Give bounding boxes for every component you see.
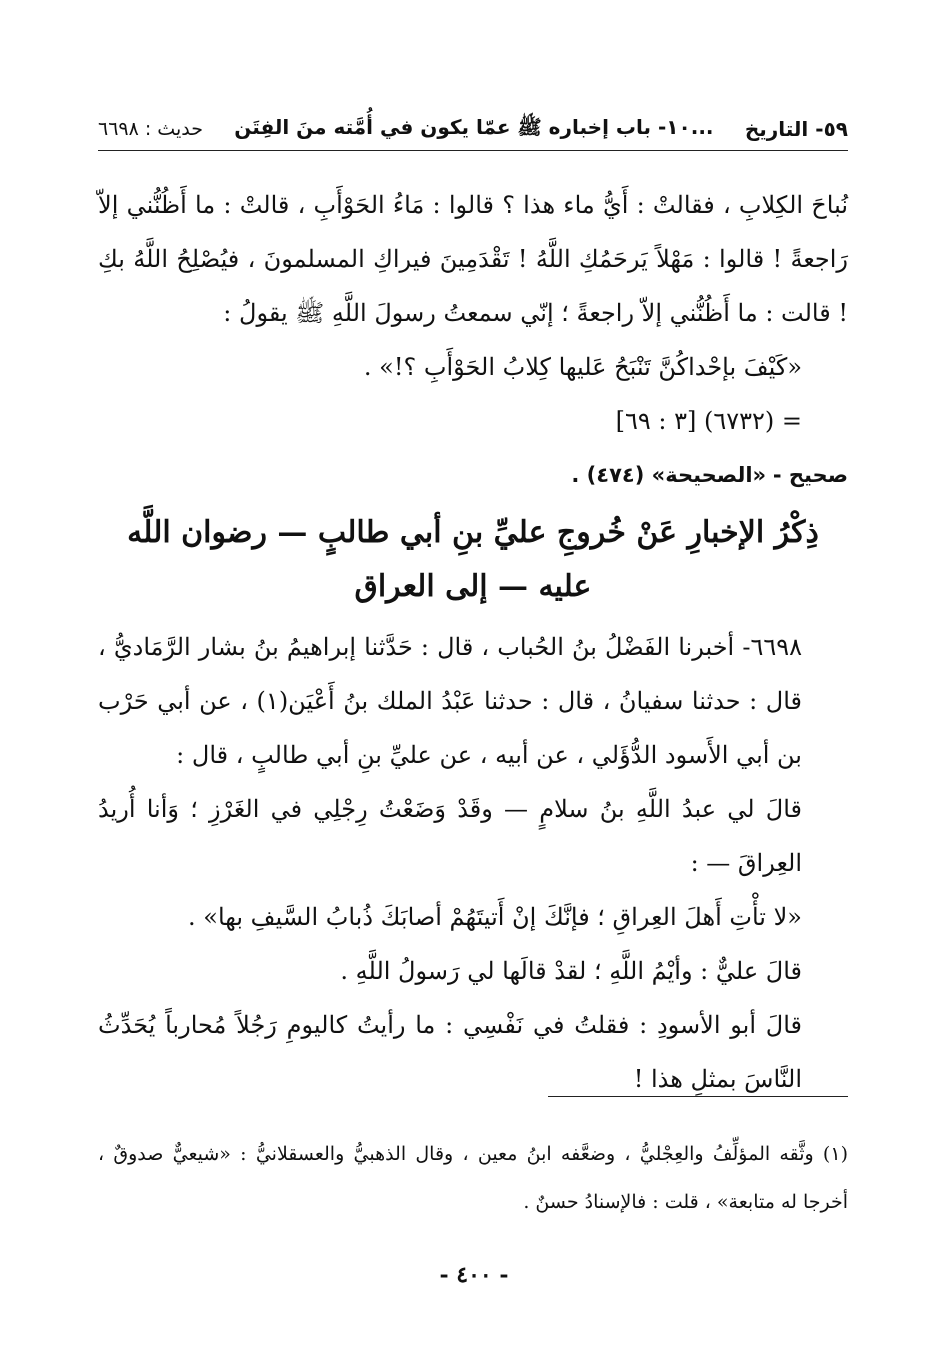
paragraph: نُباحَ الكِلابِ ، فقالتْ : أَيُّ ماء هذا ؟ قالوا : مَاءُ الحَوْأَبِ ، قالتْ : ما أَظُنُّني إلاّ رَاجعةً ! قالوا : مَهْلاً يَرحَمُكِ اللَّهُ ! تَقْدَمِينَ فيراكِ المسلمونَ ، فيُصْلِحُ اللَّهُ بكِ ! قالت : ما أَظُنُّني إلاّ راجعةً ؛ إنّي سمعتُ رسولَ اللَّهِ ﷺ يقولُ : xyxy=(98,191,848,327)
cross-reference: = (٦٧٣٢) [٣ : ٦٩] xyxy=(615,407,802,435)
paragraph: قالَ لي عبدُ اللَّهِ بنُ سلامٍ — وقَدْ وَضَعْتُ رِجْلِي في الغَرْزِ ؛ وَأنا أُريدُ العِراقَ — : xyxy=(98,795,802,877)
book-title: ٥٩- التاريخ xyxy=(744,117,848,141)
authenticity-verdict xyxy=(98,448,848,502)
section-heading: ذِكْرُ الإخبارِ عَنْ خُروجِ عليِّ بنِ أبي طالبٍ — رضوان اللَّه عليه — إلى العراق xyxy=(127,515,819,604)
prophetic-quote: «لا تأْتِ أَهلَ العِراقِ ؛ فإنَّكَ إنْ أَتيتَهُمْ أصابَكَ ذُبابُ السَّيفِ بها» . xyxy=(188,903,802,931)
verdict-source: «الصحيحة» (٤٧٤) . xyxy=(571,463,767,487)
paragraph: قالَ عليٌّ : وأيْمُ اللَّهِ ؛ لقدْ قالَها لي رَسولُ اللَّهِ . xyxy=(340,957,802,985)
hadith-isnad: ٦٦٩٨- أخبرنا الفَضْلُ بنُ الحُباب ، قال : حَدَّثنا إبراهيمُ بنُ بشار الرَّمَاديُّ ، قال : حدثنا سفيانُ ، قال : حدثنا عَبْدُ الملك بنُ أَعْيَن(١) ، عن أبي حَرْب بن أبي الأَسود الدُّؤَلي ، عن أبيه ، عن عليِّ بنِ أبي طالبٍ ، قال : xyxy=(98,633,802,769)
prophetic-quote: «كَيْفَ بإحْداكُنَّ تَنْبَحُ عَليها كِلابُ الحَوْأَبِ ؟!» . xyxy=(363,353,802,381)
page-number: - ٤٠٠ - xyxy=(439,1262,509,1288)
running-header xyxy=(98,112,848,146)
main-text xyxy=(98,178,848,1106)
paragraph: قالَ أبو الأسودِ : فقلتُ في نَفْسِي : ما رأيتُ كاليومِ رَجُلاً مُحارباً يُحَدِّثُ النَّاسَ بمثلِ هذا ! xyxy=(98,1011,802,1093)
header-divider xyxy=(98,150,848,151)
footnotes xyxy=(98,1130,848,1226)
verdict-label: صحيح - xyxy=(772,463,848,487)
footnote: (١) وثَّقه المؤلِّفُ والعِجْليُّ ، وضعَّفه ابنُ معين ، وقال الذهبيُّ والعسقلانيُّ : «شيعيٌّ صدوقٌ ، أخرجا له متابعة» ، قلت : فالإسنادُ حسنٌ . xyxy=(98,1143,848,1213)
footnote-divider xyxy=(548,1096,848,1097)
hadith-number-label: حديث : ٦٦٩٨ xyxy=(98,118,203,140)
chapter-title: ١٠- باب إخباره ﷺ عمّا يكون في أُمَّته منَ الفِتَن... xyxy=(234,114,714,139)
